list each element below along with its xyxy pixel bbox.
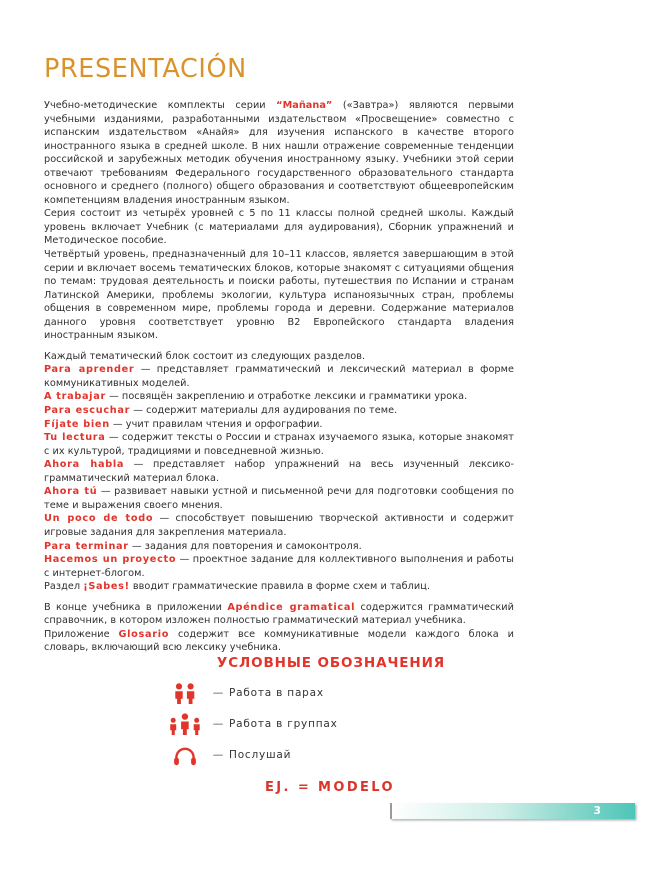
section-item-para-escuchar xyxy=(44,404,514,418)
three-people-icon xyxy=(163,713,207,735)
appendix-b-prefix: Приложение xyxy=(44,628,119,640)
brand-manana: “Mañana” xyxy=(276,100,333,111)
term-sabes: ¡Sabes! xyxy=(83,581,130,593)
appendix-b-suffix: содержит все коммуникативные модели каждого блока и словарь, включающий всю лексику учебника. xyxy=(44,628,514,654)
spacer-2 xyxy=(44,594,514,601)
intro-p1-part-b: («Завтра») являются первыми учебными изданиями, разработанными издательством «Просвещение» совместно с испанским издательством «Анайя» для изучения испанского в качестве второго иностранного языка в средней школе. В них нашли отражение современные тенденции российской и зарубежных методик обучения иностранному языку. Учебники этой серии отвечают требованиям Федерального государственного образовательного стандарта основного и среднего (полного) общего образования и соответствуют общеевропейским компетенциям владения иностранным языком. xyxy=(44,100,514,206)
legend-row-listen xyxy=(0,744,650,766)
desc-para-escuchar: — содержит материалы для аудирования по теме. xyxy=(130,405,398,417)
term-para-terminar: Para terminar xyxy=(44,540,129,552)
intro-p1-part-a: Учебно-методические комплекты серии xyxy=(44,100,277,111)
desc-para-terminar: — задания для повторения и самоконтроля. xyxy=(128,540,362,552)
legend-dash-listen: — xyxy=(212,749,224,761)
appendix-a-prefix: В конце учебника в приложении xyxy=(44,601,228,613)
appendix-a-suffix: содержится грамматический справочник, в котором изложен полностью грамматический материал учебника. xyxy=(44,601,514,627)
section-item-para-terminar xyxy=(44,540,514,554)
legend-row-pairs xyxy=(0,682,650,704)
appendix-paragraph-glosario xyxy=(44,628,514,655)
section-item-hacemos-un-proyecto xyxy=(44,553,514,580)
sabes-prefix: Раздел xyxy=(44,581,84,593)
section-item-ahora-habla xyxy=(44,458,514,485)
term-apendice-gramatical: Apéndice gramatical xyxy=(227,601,356,613)
sabes-suffix: вводит грамматические правила в форме схем и таблиц. xyxy=(129,581,431,593)
desc-tu-lectura: — содержит тексты о России и странах изучаемого языка, которые знакомят с их культурой, традициями и повседневной жизнью. xyxy=(44,432,514,457)
desc-ahora-habla: — представляет набор упражнений на весь изученный лексико-грамматический материал блока. xyxy=(44,459,515,484)
term-para-escuchar: Para escuchar xyxy=(44,405,131,417)
section-item-a-trabajar xyxy=(44,390,514,404)
section-item-un-poco-de-todo xyxy=(44,512,514,539)
desc-a-trabajar: — посвящён закреплению и отработке лексики и грамматики урока. xyxy=(105,391,468,403)
intro-paragraph-3: Четвёртый уровень, предназначенный для 10–11 классов, является завершающим в этой серии и включает восемь тематических блоков, которые знакомят с ситуациями общения по темам: трудовая деятельность и поиски работы, путешествия по Испании и странам Латинской Америки, проблемы экологии, культура испаноязычных стран, проблемы общения в современном мире, проблемы города и деревни. Содержание материалов данного уровня соответствует уровню B2 Европейского стандарта владения иностранным языком. xyxy=(44,249,514,342)
appendix-paragraph-gramatical xyxy=(44,601,514,628)
headphones-icon xyxy=(163,744,207,766)
sections-lead: Каждый тематический блок состоит из следующих разделов. xyxy=(44,350,366,362)
page-number: 3 xyxy=(593,804,601,817)
legend-label-pairs: Работа в парах xyxy=(229,687,324,699)
legend-row-groups xyxy=(0,713,650,735)
legend-rows xyxy=(0,682,650,766)
desc-un-poco-de-todo: — способствует повышению творческой активности и содержит игровые задания для закрепления материала. xyxy=(44,513,514,538)
section-item-fijate-bien xyxy=(44,418,514,432)
desc-fijate-bien: — учит правилам чтения и орфографии. xyxy=(109,418,323,430)
legend-dash-pairs: — xyxy=(212,687,224,699)
term-a-trabajar: A trabajar xyxy=(44,391,106,403)
term-hacemos-un-proyecto: Hacemos un proyecto xyxy=(44,554,177,566)
section-item-para-aprender xyxy=(44,363,514,390)
term-ahora-habla: Ahora habla xyxy=(44,459,125,471)
two-people-icon xyxy=(163,682,207,704)
desc-ahora-tu: — развивает навыки устной и письменной речи для подготовки сообщения по теме и выражения своего мнения. xyxy=(44,486,514,511)
legend-modelo-note: EJ. = MODELO xyxy=(265,780,395,795)
term-glosario: Glosario xyxy=(118,628,170,640)
term-para-aprender: Para aprender xyxy=(44,364,135,376)
section-item-sabes xyxy=(44,580,514,594)
section-item-tu-lectura xyxy=(44,431,514,458)
term-un-poco-de-todo: Un poco de todo xyxy=(44,513,154,525)
legend-title: УСЛОВНЫЕ ОБОЗНАЧЕНИЯ xyxy=(216,655,446,671)
legend-label-listen: Послушай xyxy=(229,749,292,761)
footer-gradient-bar xyxy=(390,803,635,819)
intro-paragraph-1 xyxy=(44,99,514,207)
term-ahora-tu: Ahora tú xyxy=(44,486,98,498)
term-fijate-bien: Fíjate bien xyxy=(44,418,110,430)
spacer-1 xyxy=(44,343,514,350)
section-item-ahora-tu xyxy=(44,485,514,512)
term-tu-lectura: Tu lectura xyxy=(44,432,106,444)
body-text-column xyxy=(44,99,514,655)
page-title: PRESENTACIÓN xyxy=(44,54,247,84)
desc-para-aprender: — представляет грамматический и лексический материал в форме коммуникативных моделей. xyxy=(44,364,514,389)
intro-paragraph-2: Серия состоит из четырёх уровней с 5 по 11 классы полной средней школы. Каждый уровень включает Учебник (с материалами для аудирования), Сборник упражнений и Методическое пособие. xyxy=(44,208,514,247)
legend-block xyxy=(0,655,650,795)
desc-hacemos-un-proyecto: — проектное задание для коллективного выполнения и работы с интернет-блогом. xyxy=(44,554,515,579)
legend-label-groups: Работа в группах xyxy=(229,718,338,730)
legend-dash-groups: — xyxy=(212,718,224,730)
